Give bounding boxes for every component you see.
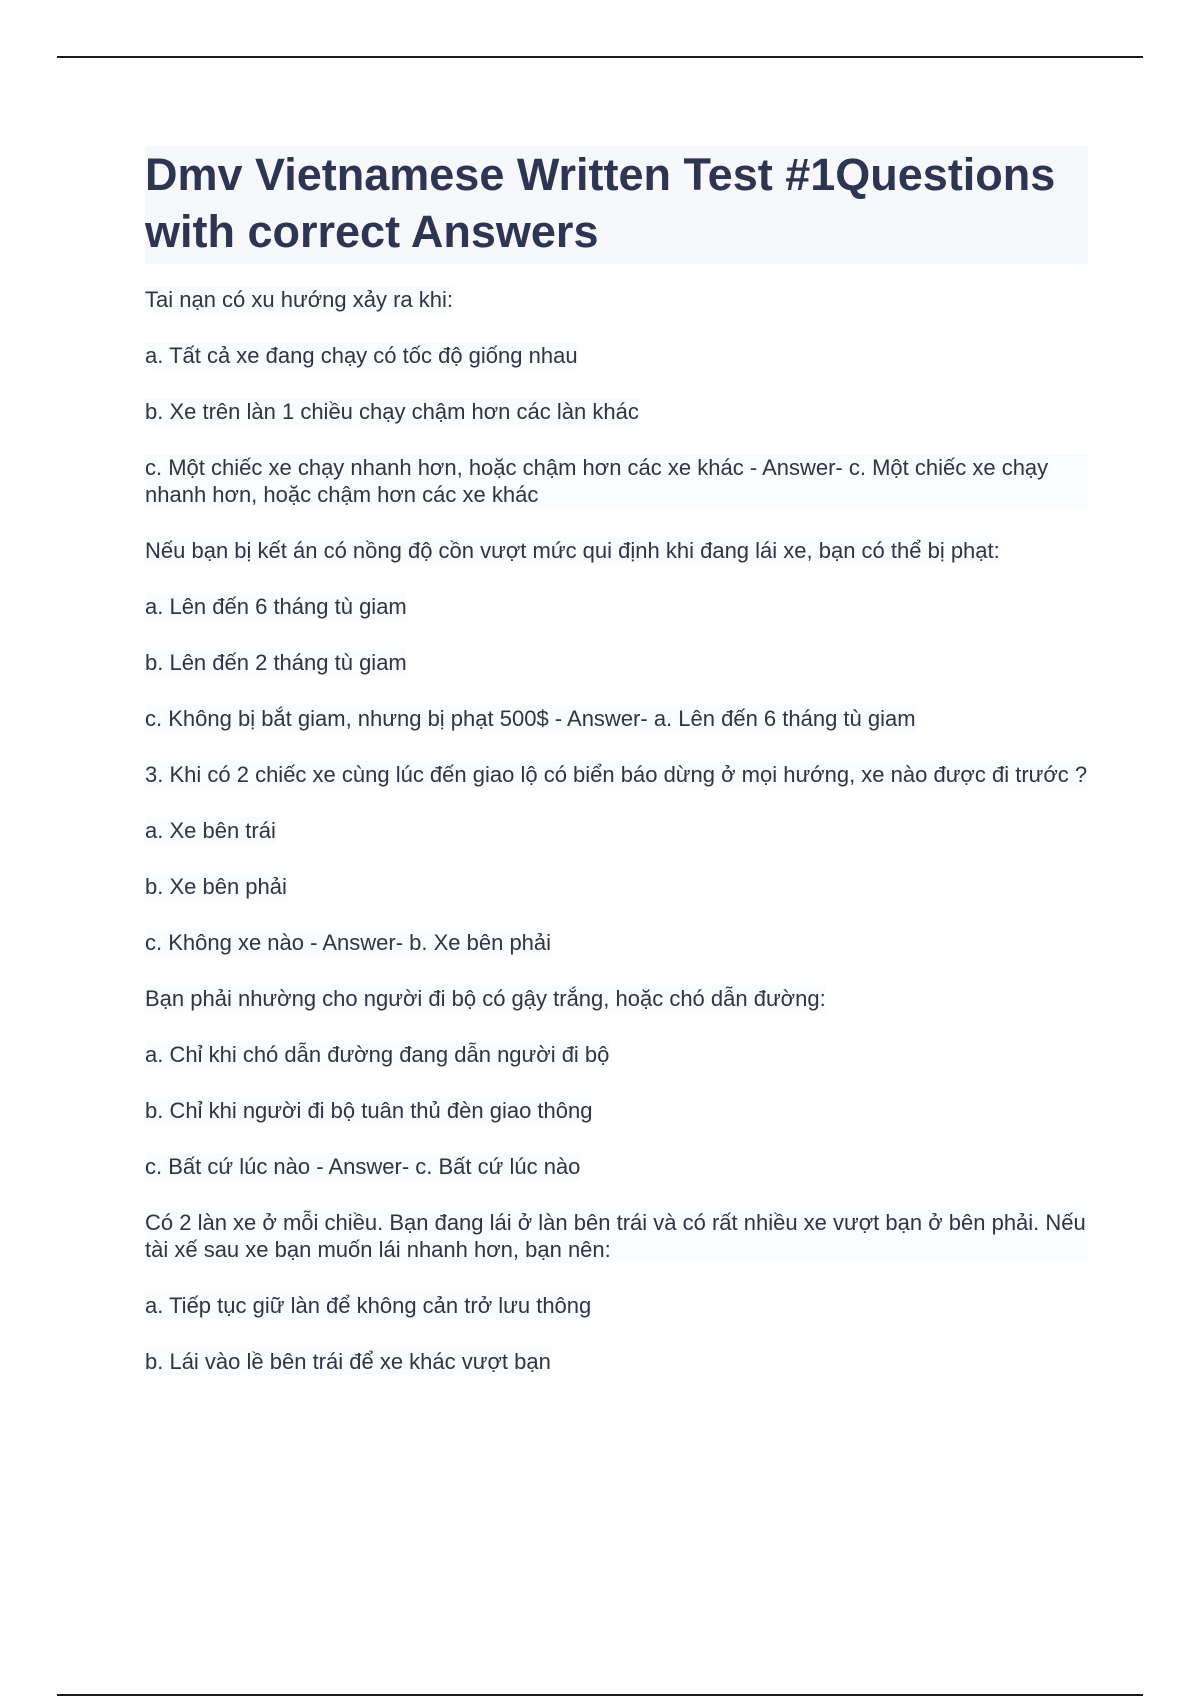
- top-divider: [57, 56, 1143, 58]
- document-title: Dmv Vietnamese Written Test #1Questions with correct Answers: [145, 149, 1056, 257]
- question-3-option-c-answer: c. Không xe nào - Answer- b. Xe bên phải: [145, 930, 552, 955]
- question-5-option-b: b. Lái vào lề bên trái để xe khác vượt bạn: [145, 1349, 551, 1374]
- question-5: Có 2 làn xe ở mỗi chiều. Bạn đang lái ở làn bên trái và có rất nhiều xe vượt bạn ở bên phải. Nếu tài xế sau xe bạn muốn lái nhanh hơn, bạn nên:: [145, 1209, 1088, 1263]
- question-2: Nếu bạn bị kết án có nồng độ cồn vượt mức qui định khi đang lái xe, bạn có thể bị phạt:: [145, 538, 1000, 563]
- question-1: Tai nạn có xu hướng xảy ra khi:: [145, 287, 453, 312]
- question-1-option-c-answer: c. Một chiếc xe chạy nhanh hơn, hoặc chậm hơn các xe khác - Answer- c. Một chiếc xe chạy nhanh hơn, hoặc chậm hơn các xe khác: [145, 454, 1088, 508]
- question-2-option-c-answer: c. Không bị bắt giam, nhưng bị phạt 500$ - Answer- a. Lên đến 6 tháng tù giam: [145, 706, 916, 731]
- question-4-option-a: a. Chỉ khi chó dẫn đường đang dẫn người đi bộ: [145, 1042, 610, 1067]
- question-3-option-b: b. Xe bên phải: [145, 874, 287, 899]
- question-4: Bạn phải nhường cho người đi bộ có gậy trắng, hoặc chó dẫn đường:: [145, 986, 826, 1011]
- question-3-option-a: a. Xe bên trái: [145, 818, 276, 843]
- question-1-option-b: b. Xe trên làn 1 chiều chạy chậm hơn các làn khác: [145, 399, 639, 424]
- bottom-divider: [57, 1694, 1143, 1696]
- question-2-option-a: a. Lên đến 6 tháng tù giam: [145, 594, 407, 619]
- question-4-option-b: b. Chỉ khi người đi bộ tuân thủ đèn giao thông: [145, 1098, 593, 1123]
- question-4-option-c-answer: c. Bất cứ lúc nào - Answer- c. Bất cứ lúc nào: [145, 1154, 581, 1179]
- question-3: 3. Khi có 2 chiếc xe cùng lúc đến giao lộ có biển báo dừng ở mọi hướng, xe nào được đi trước ?: [145, 762, 1088, 787]
- question-1-option-a: a. Tất cả xe đang chạy có tốc độ giống nhau: [145, 343, 578, 368]
- document-body: [145, 146, 1088, 1404]
- question-5-option-a: a. Tiếp tục giữ làn để không cản trở lưu thông: [145, 1293, 592, 1318]
- title-block: [145, 146, 1088, 264]
- question-2-option-b: b. Lên đến 2 tháng tù giam: [145, 650, 407, 675]
